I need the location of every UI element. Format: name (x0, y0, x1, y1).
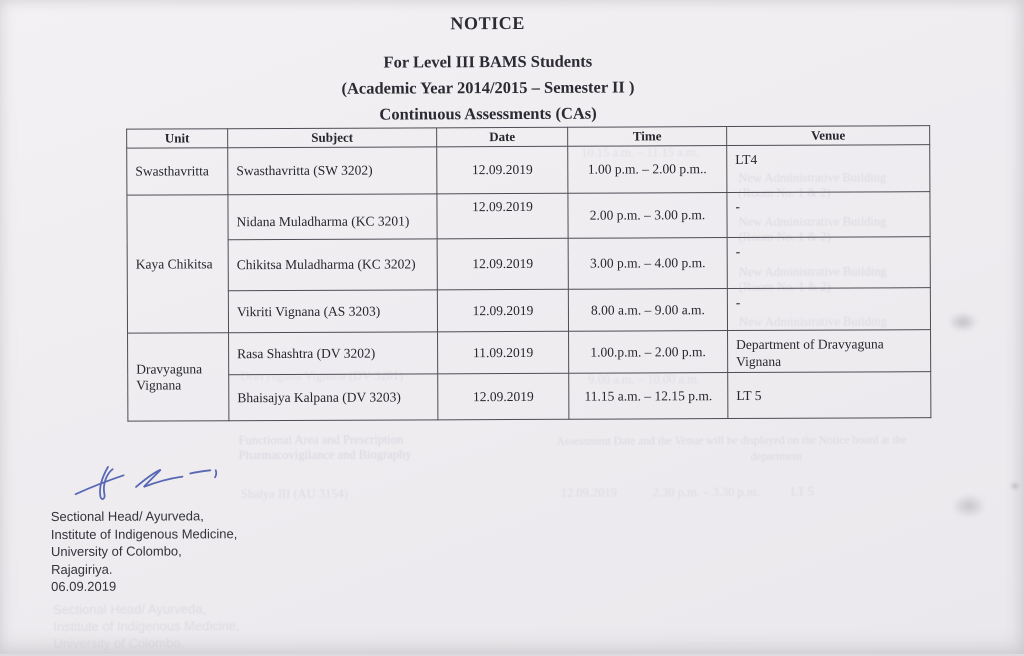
signatory-date: 06.09.2019 (51, 577, 238, 595)
subject-cell: Swasthavritta (SW 3202) (228, 147, 437, 195)
subtitle-assessments: Continuous Assessments (CAs) (0, 99, 977, 129)
notice-title: NOTICE (0, 11, 977, 36)
bleedthrough-text: department (751, 451, 803, 463)
time-cell: 3.00 p.m. – 4.00 p.m. (568, 238, 727, 290)
bleedthrough-text: Shalya III (AU 3154) (241, 487, 348, 502)
time-cell: 1.00.p.m. – 2.00 p.m. (569, 331, 728, 374)
date-cell: 12.09.2019 (437, 193, 568, 239)
subtitle-academic-year: (Academic Year 2014/2015 – Semester II ) (0, 73, 977, 103)
bleedthrough-text: LT 5 (791, 485, 814, 500)
signatory-institute: Institute of Indigenous Medicine, (51, 525, 238, 543)
column-header-venue: Venue (727, 126, 930, 146)
bleedthrough-text: (Room No. 1 & 2) (739, 230, 831, 245)
bleedthrough-text: 12.09.2019 (561, 486, 617, 501)
bleedthrough-text: New Administrative Building (739, 264, 887, 280)
subject-cell: Rasa Shashtra (DV 3202) (229, 332, 438, 375)
bleedthrough-text: University of Colombo, (53, 635, 184, 651)
bleedthrough-text: 10.15 a.m. – 11.15 a.m. (581, 145, 699, 161)
venue-cell: LT4 (727, 145, 930, 193)
time-cell: 1.00 p.m. – 2.00 p.m.. (568, 146, 727, 194)
date-cell: 12.09.2019 (437, 289, 568, 332)
scan-smudge (1010, 482, 1020, 490)
scan-smudge (948, 312, 978, 332)
venue-cell: - (727, 192, 930, 238)
bleedthrough-text: New Administrative Building (739, 214, 887, 230)
date-cell: 12.09.2019 (438, 373, 569, 420)
column-header-subject: Subject (228, 128, 437, 148)
subject-cell: Vikriti Vignana (AS 3203) (228, 290, 437, 333)
bleedthrough-text: 2.30 p.m. – 3.30 p.m. (653, 485, 760, 500)
subject-cell: Bhaisajya Kalpana (DV 3203) (229, 374, 438, 421)
signatory-city: Rajagiriya. (51, 560, 238, 578)
bleedthrough-text: Sectional Head/ Ayurveda, (53, 601, 206, 617)
bleedthrough-text: Pharmacovigilance and Biography (239, 447, 412, 463)
column-header-time: Time (568, 127, 727, 147)
subject-cell: Chikitsa Muladharma (KC 3202) (228, 239, 437, 291)
venue-cell: - (727, 288, 930, 331)
subtitle-students: For Level III BAMS Students (0, 47, 977, 77)
bleedthrough-text: New Administrative Building (738, 170, 886, 186)
signatory-block (51, 507, 238, 595)
column-header-unit: Unit (127, 129, 228, 148)
subtitle-block (0, 47, 977, 129)
title-block (0, 11, 977, 129)
time-cell: 8.00 a.m. – 9.00 a.m. (568, 289, 727, 332)
signatory-university: University of Colombo, (51, 542, 238, 560)
column-header-date: Date (437, 127, 568, 147)
time-cell: 11.15 a.m. – 12.15 p.m. (569, 373, 728, 420)
venue-cell: - (727, 237, 930, 289)
subject-cell: Nidana Muladharma (KC 3201) (228, 194, 437, 240)
bleedthrough-text: (Room No. 1 & 2) (738, 186, 830, 201)
bleedthrough-text: New Administrative Building (739, 314, 887, 330)
bleedthrough-text: 9.00 a.m. – 10.00 a.m. (588, 372, 700, 387)
unit-cell: Kaya Chikitsa (127, 195, 229, 333)
date-cell: 11.09.2019 (438, 331, 569, 374)
scan-smudge (952, 494, 986, 518)
bleedthrough-text: Functional Area and Prescription (238, 432, 403, 448)
venue-cell: Department of Dravyaguna Vignana (728, 330, 931, 373)
signatory-title: Sectional Head/ Ayurveda, (51, 507, 238, 525)
bleedthrough-text: Assessment Date and the Venue will be displayed on the Notice board at the (556, 434, 906, 448)
unit-cell: Dravyaguna Vignana (128, 333, 229, 421)
unit-cell: Swasthavritta (127, 148, 228, 195)
handwritten-signature (65, 460, 220, 505)
venue-cell: LT 5 (728, 372, 931, 419)
date-cell: 12.09.2019 (437, 146, 568, 194)
bleedthrough-text: Institute of Indigenous Medicine, (53, 618, 240, 634)
bleedthrough-text: Dravyaguna Vignana (DV 3201) (240, 368, 403, 384)
time-cell: 2.00 p.m. – 3.00 p.m. (568, 193, 727, 239)
date-cell: 12.09.2019 (437, 238, 568, 290)
bleedthrough-text: (Room No. 1 & 2) (739, 280, 831, 295)
